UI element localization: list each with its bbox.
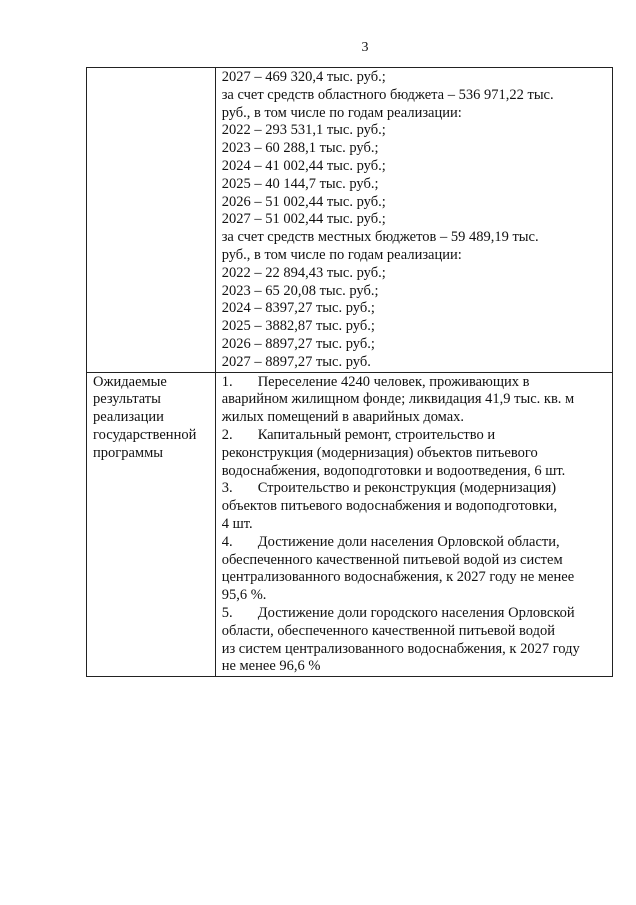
financing-line: 2023 – 65 20,08 тыс. руб.; bbox=[221, 282, 379, 299]
financing-line: 2024 – 41 002,44 тыс. руб.; bbox=[221, 157, 386, 174]
result-line bbox=[222, 374, 608, 392]
result-text: Капитальный ремонт, строительство и bbox=[257, 426, 496, 443]
financing-line: 2027 – 469 320,4 тыс. руб.; bbox=[221, 69, 386, 85]
row-label-line: государственной bbox=[93, 426, 197, 443]
result-line bbox=[222, 409, 608, 427]
financing-line: 2027 – 51 002,44 тыс. руб.; bbox=[221, 211, 386, 228]
table-row-expected-results bbox=[87, 372, 613, 677]
financing-line: 2022 – 293 531,1 тыс. руб.; bbox=[221, 122, 386, 139]
financing-line: за счет средств местных бюджетов – 59 489,19 тыс. bbox=[221, 229, 539, 246]
result-text: водоснабжения, водоподготовки и водоотведения, 6 шт. bbox=[221, 462, 566, 479]
page-number: 3 bbox=[361, 40, 369, 55]
result-line bbox=[222, 391, 608, 409]
result-text: Достижение доли населения Орловской области, bbox=[257, 533, 560, 550]
financing-line: 2027 – 8897,27 тыс. руб. bbox=[221, 353, 371, 370]
result-text: не менее 96,6 % bbox=[221, 658, 321, 675]
result-line bbox=[222, 463, 608, 481]
financing-line: 2022 – 22 894,43 тыс. руб.; bbox=[221, 264, 386, 281]
result-line bbox=[222, 587, 608, 605]
financing-line: 2023 – 60 288,1 тыс. руб.; bbox=[221, 140, 379, 157]
row-label-line: программы bbox=[93, 444, 163, 461]
result-number: 3. bbox=[221, 480, 233, 497]
result-text: Достижение доли городского населения Орловской bbox=[257, 604, 575, 621]
result-text: реконструкция (модернизация) объектов питьевого bbox=[221, 444, 538, 461]
result-text: жилых помещений в аварийных домах. bbox=[221, 409, 465, 426]
program-passport-table bbox=[86, 67, 613, 677]
result-text: аварийном жилищном фонде; ликвидация 41,9 тыс. кв. м bbox=[221, 391, 575, 408]
row-label-line: реализации bbox=[93, 409, 164, 426]
result-text: 4 шт. bbox=[221, 515, 253, 532]
result-text: централизованного водоснабжения, к 2027 году не менее bbox=[221, 569, 575, 586]
financing-line: 2025 – 3882,87 тыс. руб.; bbox=[221, 318, 375, 335]
table-row-financing bbox=[87, 68, 613, 373]
result-line bbox=[222, 445, 608, 463]
result-line bbox=[222, 534, 608, 552]
financing-line: 2026 – 51 002,44 тыс. руб.; bbox=[221, 193, 386, 210]
financing-line: руб., в том числе по годам реализации: bbox=[221, 104, 462, 121]
result-text: объектов питьевого водоснабжения и водоподготовки, bbox=[221, 498, 558, 515]
expected-results-content-cell bbox=[215, 372, 612, 677]
result-line bbox=[222, 605, 608, 623]
financing-line: 2025 – 40 144,7 тыс. руб.; bbox=[221, 175, 379, 192]
result-number: 1. bbox=[221, 373, 233, 390]
result-text: 95,6 %. bbox=[221, 587, 267, 604]
result-line bbox=[222, 516, 608, 534]
result-text: Переселение 4240 человек, проживающих в bbox=[257, 373, 530, 390]
result-line bbox=[222, 569, 608, 587]
result-text: Строительство и реконструкция (модернизация) bbox=[257, 480, 557, 497]
row-label-line: Ожидаемые bbox=[93, 373, 167, 390]
result-number: 5. bbox=[221, 604, 233, 621]
result-line bbox=[222, 480, 608, 498]
row-label-cell bbox=[87, 68, 216, 373]
financing-line: 2026 – 8897,27 тыс. руб.; bbox=[221, 335, 375, 352]
row-label-line: результаты bbox=[93, 391, 161, 408]
result-line bbox=[222, 552, 608, 570]
result-line bbox=[222, 427, 608, 445]
result-text: из систем централизованного водоснабжения, к 2027 году bbox=[221, 640, 580, 657]
financing-line: руб., в том числе по годам реализации: bbox=[221, 246, 462, 263]
result-line bbox=[222, 641, 608, 659]
result-line bbox=[222, 623, 608, 641]
financing-content-cell bbox=[215, 68, 612, 373]
result-text: обеспеченного качественной питьевой водой из систем bbox=[221, 551, 563, 568]
result-number: 2. bbox=[221, 426, 233, 443]
result-line bbox=[222, 658, 608, 676]
financing-line: за счет средств областного бюджета – 536 971,22 тыс. bbox=[221, 86, 554, 103]
financing-line: 2024 – 8397,27 тыс. руб.; bbox=[221, 300, 375, 317]
result-line bbox=[222, 498, 608, 516]
result-text: области, обеспеченного качественной питьевой водой bbox=[221, 622, 556, 639]
result-number: 4. bbox=[221, 533, 233, 550]
expected-results-label-cell bbox=[87, 372, 216, 677]
